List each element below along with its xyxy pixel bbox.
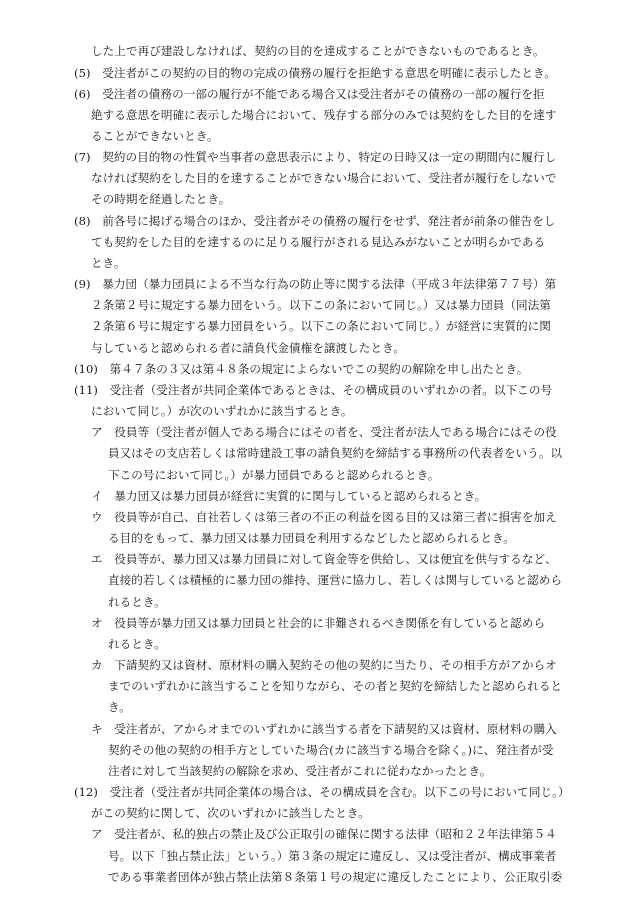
item-a: ア 役員等（受注者が個人である場合にはその者を、受注者が法人である場合にはその役: [91, 425, 557, 439]
text-line: ２条第２号に規定する暴力団をいう。以下この条において同じ。）又は暴力団員（同法第: [91, 298, 551, 312]
text-line: その時期を経過したとき。: [91, 192, 231, 206]
text-line: がこの契約に関して、次のいずれかに該当したとき。: [91, 806, 370, 820]
item-a: ア 受注者が、私的独占の禁止及び公正取引の確保に関する法律（昭和２２年法律第５４: [91, 827, 557, 841]
text-line: とき。: [91, 256, 126, 270]
text-line: ても契約をした目的を達するのに足りる履行がされる見込みがないことが明らかである: [91, 235, 546, 249]
item-i: イ 暴力団又は暴力団員が経営に実質的に関与していると認められるとき。: [91, 489, 487, 503]
item-e: エ 役員等が、暴力団又は暴力団員に対して資金等を供給し、又は便宜を供与するなど、: [91, 552, 557, 566]
text-line: 注者に対して当該契約の解除を求め、受注者がこれに従わなかったとき。: [108, 764, 492, 778]
text-line: において同じ。）が次のいずれかに該当するとき。: [91, 404, 353, 418]
item-ki: キ 受注者が、アからオまでのいずれかに該当する者を下請契約又は資材、原材料の購入: [91, 722, 557, 736]
text-line: 号。以下「独占禁止法」という。）第３条の規定に違反し、又は受注者が、構成事業者: [108, 849, 557, 863]
text-line: れるとき。: [108, 595, 166, 609]
text-line: れるとき。: [108, 637, 166, 651]
text-line: ２条第６号に規定する暴力団員をいう。以下この条において同じ。）が経営に実質的に関: [91, 319, 551, 333]
text-line: までのいずれかに該当することを知りながら、その者と契約を締結したと認められると: [108, 679, 563, 693]
item-ka: カ 下請契約又は資材、原材料の購入契約その他の契約に当たり、その相手方がアからオ: [91, 658, 557, 672]
text-line: 絶する意思を明確に表示した場合において、残存する部分のみでは契約をした目的を達す: [91, 108, 557, 122]
text-line: ることができないとき。: [91, 129, 219, 143]
text-line: 直接的若しくは積極的に暴力団の維持、運営に協力し、若しくは関与していると認めら: [108, 573, 563, 587]
clause-7: (7) 契約の目的物の性質や当事者の意思表示により、特定の日時又は一定の期間内に履行し: [74, 150, 557, 164]
clause-10: (10) 第４７条の３又は第４８条の規定によらないでこの契約の解除を申し出たとき。: [74, 362, 529, 376]
text-line: した上で再び建設しなければ、契約の目的を達成することができないものであるとき。: [91, 44, 545, 58]
clause-5: (5) 受注者がこの契約の目的物の完成の債務の履行を拒絶する意思を明確に表示したとき。: [74, 66, 556, 80]
text-line: 与していると認められる者に請負代金債権を譲渡したとき。: [91, 341, 405, 355]
text-line: る目的をもって、暴力団又は暴力団員を利用するなどしたと認められるとき。: [108, 531, 515, 545]
clause-11: (11) 受注者（受注者が共同企業体であるときは、その構成員のいずれかの者。以下この号: [74, 383, 553, 397]
text-line: 契約その他の契約の相手方としていた場合(カに該当する場合を除く。)に、発注者が受: [108, 743, 554, 757]
item-u: ウ 役員等が自己、自社若しくは第三者の不正の利益を図る目的又は第三者に損害を加え: [91, 510, 557, 524]
clause-9: (9) 暴力団（暴力団員による不当な行為の防止等に関する法律（平成３年法律第７７号）第: [74, 277, 557, 291]
text-line: なければ契約をした目的を達することができない場合において、受注者が履行をしないで: [91, 171, 557, 185]
text-line: き。: [108, 700, 131, 714]
text-line: である事業者団体が独占禁止法第８条第１号の規定に違反したことにより、公正取引委: [108, 870, 563, 884]
text-line: 下この号において同じ。）が暴力団員であると認められるとき。: [108, 468, 440, 482]
item-o: オ 役員等が暴力団又は暴力団員と社会的に非難されるべき関係を有していると認めら: [91, 616, 546, 630]
text-line: 員又はその支店若しくは常時建設工事の請負契約を締結する事務所の代表者をいう。以: [108, 446, 563, 460]
clause-6: (6) 受注者の債務の一部の履行が不能である場合又は受注者がその債務の一部の履行を拒: [74, 87, 545, 101]
clause-8: (8) 前各号に掲げる場合のほか、受注者がその債務の履行をせず、発注者が前条の催告をし: [74, 214, 556, 228]
clause-12: (12) 受注者（受注者が共同企業体の場合は、その構成員を含む。以下この号において同じ。）: [74, 785, 570, 799]
